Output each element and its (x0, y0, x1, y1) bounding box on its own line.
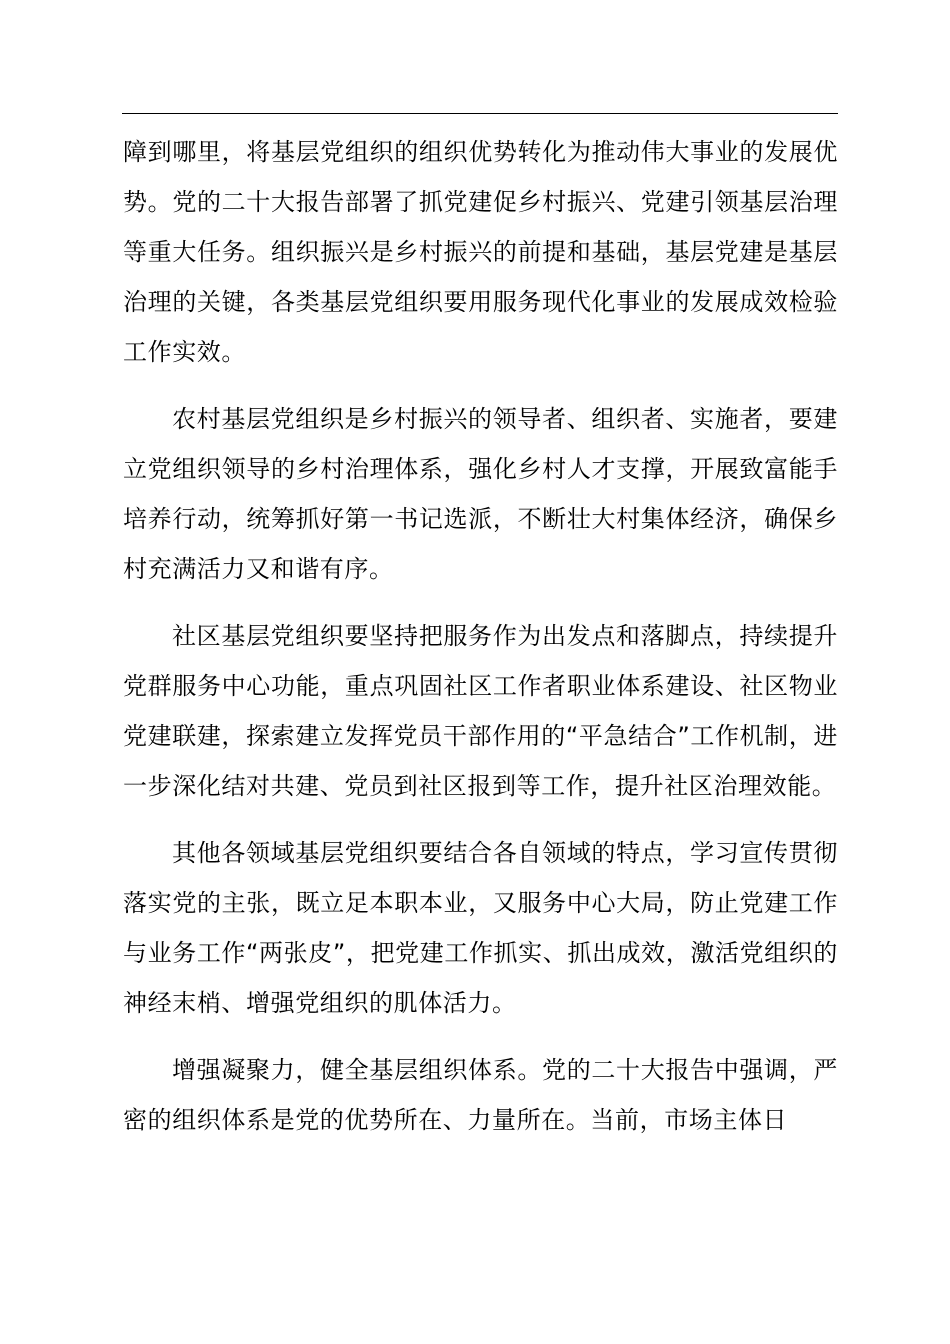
header-rule (122, 113, 838, 114)
paragraph-5: 增强凝聚力，健全基层组织体系。党的二十大报告中强调，严密的组织体系是党的优势所在、力量所在。当前，市场主体日 (123, 1056, 838, 1134)
paragraph-3: 社区基层党组织要坚持把服务作为出发点和落脚点，持续提升党群服务中心功能，重点巩固社区工作者职业体系建设、社区物业党建联建，探索建立发挥党员干部作用的“平急结合”工作机制，进一步深化结对共建、党员到社区报到等工作，提升社区治理效能。 (123, 622, 838, 800)
document-body (123, 127, 838, 1162)
paragraph-1: 障到哪里，将基层党组织的组织优势转化为推动伟大事业的发展优势。党的二十大报告部署了抓党建促乡村振兴、党建引领基层治理等重大任务。组织振兴是乡村振兴的前提和基础，基层党建是基层治理的关键，各类基层党组织要用服务现代化事业的发展成效检验工作实效。 (123, 138, 838, 366)
paragraph-2: 农村基层党组织是乡村振兴的领导者、组织者、实施者，要建立党组织领导的乡村治理体系，强化乡村人才支撑，开展致富能手培养行动，统筹抓好第一书记选派，不断壮大村集体经济，确保乡村充满活力又和谐有序。 (123, 405, 838, 583)
paragraph-4: 其他各领域基层党组织要结合各自领域的特点，学习宣传贯彻落实党的主张，既立足本职本业，又服务中心大局，防止党建工作与业务工作“两张皮”，把党建工作抓实、抓出成效，激活党组织的神经末梢、增强党组织的肌体活力。 (123, 839, 838, 1017)
